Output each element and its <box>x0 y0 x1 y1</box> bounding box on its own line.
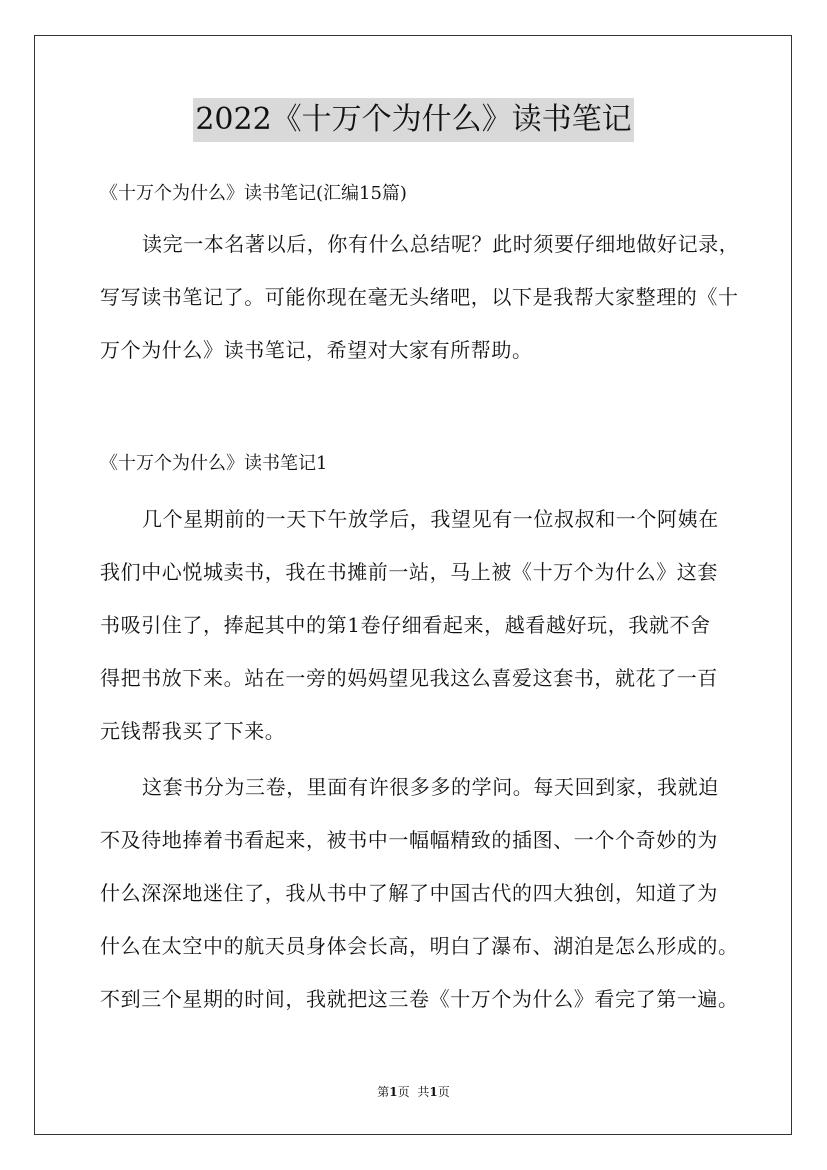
document-title: 2022《十万个为什么》读书笔记 <box>193 98 633 142</box>
paragraph-line: 得把书放下来。站在一旁的妈妈望见我这么喜爱这套书，就花了一百 <box>100 666 718 690</box>
paragraph-line: 元钱帮我买了下来。 <box>100 719 286 743</box>
total-prefix: 共 <box>417 1085 430 1099</box>
paragraph-line: 几个星期前的一天下午放学后，我望见有一位叔叔和一个阿姨在 <box>142 507 719 531</box>
paragraph-line: 不及待地捧着书看起来，被书中一幅幅精致的插图、一个个奇妙的为 <box>100 828 718 852</box>
section-heading: 《十万个为什么》读书笔记1 <box>100 453 328 474</box>
page-number: 1 <box>389 1085 398 1099</box>
title-container <box>0 98 827 142</box>
paragraph-line: 什么深深地迷住了，我从书中了解了中国古代的四大独创，知道了为 <box>100 881 718 905</box>
paragraph-1 <box>100 493 760 758</box>
intro-line: 万个为什么》读书笔记，希望对大家有所帮助。 <box>100 338 533 362</box>
paragraph-line: 不到三个星期的时间，我就把这三卷《十万个为什么》看完了第一遍。 <box>100 987 739 1011</box>
paragraph-line: 书吸引住了，捧起其中的第1卷仔细看起来，越看越好玩，我就不舍 <box>100 613 711 637</box>
total-pages: 1 <box>429 1085 438 1099</box>
total-suffix: 页 <box>437 1085 450 1099</box>
paragraph-line: 这套书分为三卷，里面有许很多多的学问。每天回到家，我就迫 <box>142 775 719 799</box>
intro-paragraph <box>100 218 760 377</box>
page-suffix: 页 <box>397 1085 410 1099</box>
intro-line: 读完一本名著以后，你有什么总结呢？此时须要仔细地做好记录， <box>142 232 740 256</box>
intro-line: 写写读书笔记了。可能你现在毫无头绪吧，以下是我帮大家整理的《十 <box>100 285 739 309</box>
paragraph-2 <box>100 761 760 1026</box>
page-prefix: 第 <box>377 1085 390 1099</box>
paragraph-line: 什么在太空中的航天员身体会长高，明白了瀑布、湖泊是怎么形成的。 <box>100 934 739 958</box>
page-footer <box>0 1083 827 1101</box>
document-subtitle: 《十万个为什么》读书笔记(汇编15篇) <box>100 183 407 204</box>
paragraph-line: 我们中心悦城卖书，我在书摊前一站，马上被《十万个为什么》这套 <box>100 560 718 584</box>
